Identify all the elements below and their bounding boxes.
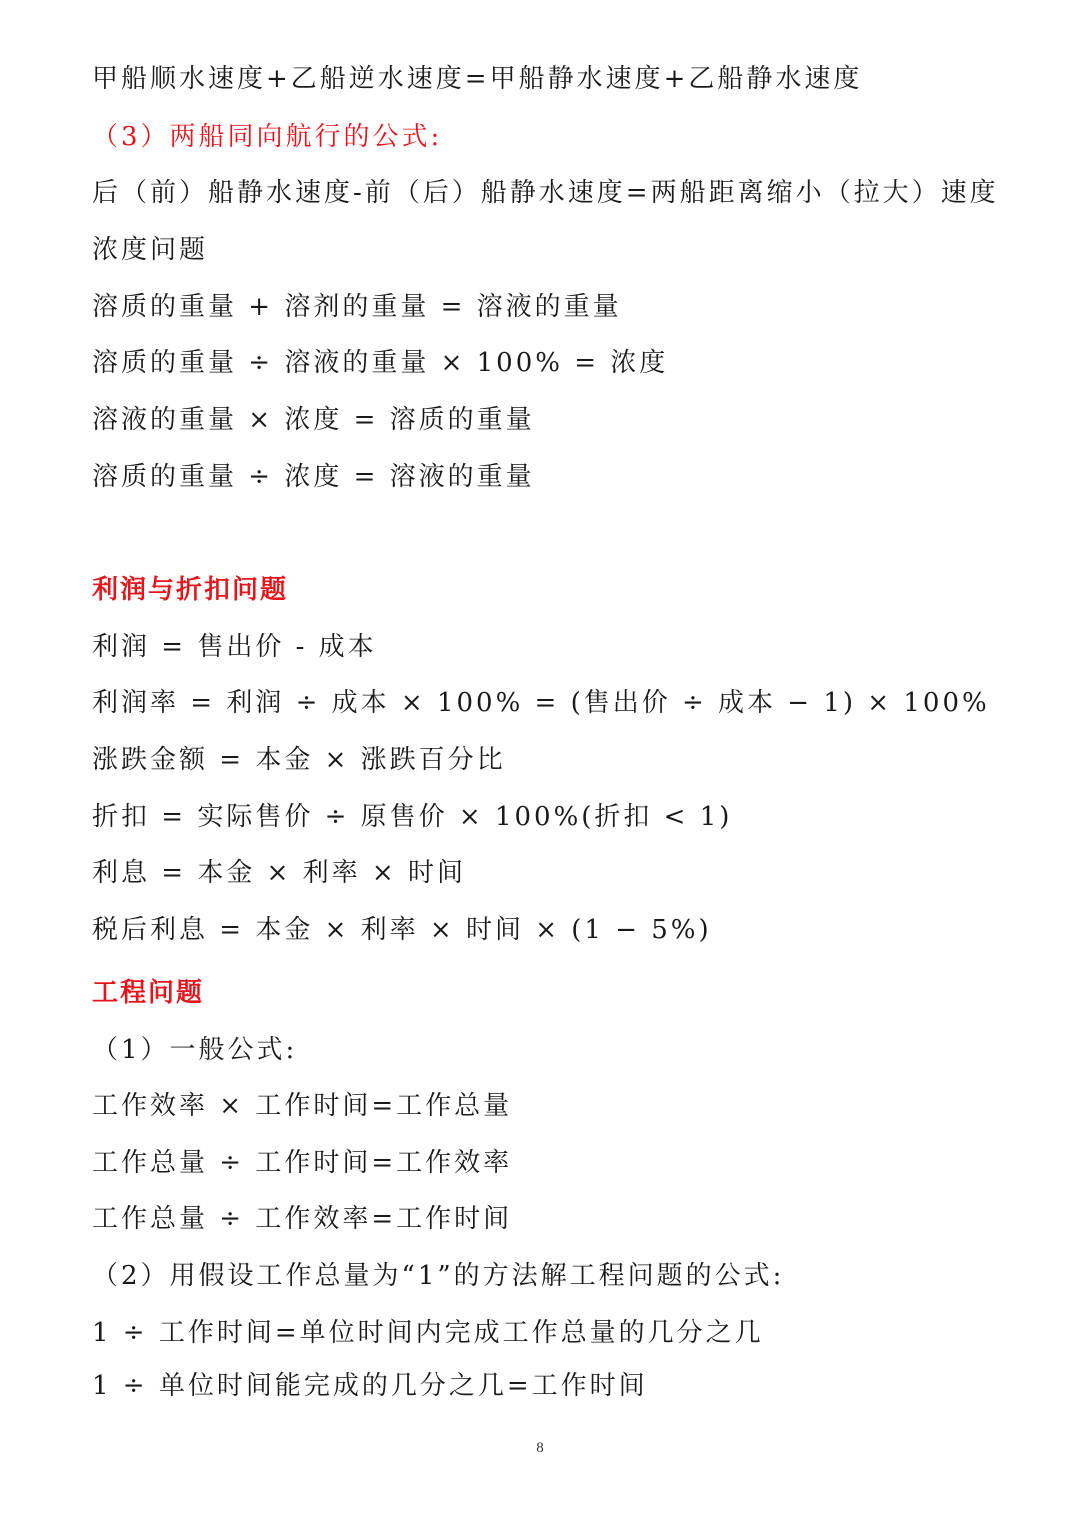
text-line-interest: 利息 = 本金 × 利率 × 时间 — [92, 858, 466, 888]
text-line-profit: 利润 = 售出价 - 成本 — [92, 632, 377, 662]
heading-engineering: 工程问题 — [92, 978, 205, 1008]
text-line-work-efficiency: 工作总量 ÷ 工作时间=工作效率 — [92, 1148, 513, 1178]
text-line-concentration-formula: 溶质的重量 ÷ 溶液的重量 × 100% = 浓度 — [92, 348, 669, 378]
subheading-same-direction: （3）两船同向航行的公式: — [92, 122, 443, 152]
text-line-solute-weight: 溶液的重量 × 浓度 = 溶质的重量 — [92, 405, 535, 435]
text-line-work-total: 工作效率 × 工作时间=工作总量 — [92, 1091, 513, 1121]
text-line-profit-rate: 利润率 = 利润 ÷ 成本 × 100% = (售出价 ÷ 成本 − 1) × 100% — [92, 688, 990, 718]
text-line-solution-weight: 溶质的重量 + 溶剂的重量 = 溶液的重量 — [92, 292, 622, 322]
text-line-boat-speed-sum: 甲船顺水速度+乙船逆水速度=甲船静水速度+乙船静水速度 — [92, 64, 863, 94]
page-number: 8 — [536, 1440, 544, 1456]
text-line-concentration-title: 浓度问题 — [92, 235, 209, 265]
heading-profit-discount: 利润与折扣问题 — [92, 575, 289, 605]
text-line-same-direction-formula: 后（前）船静水速度-前（后）船静水速度=两船距离缩小（拉大）速度 — [92, 178, 999, 208]
text-line-price-change: 涨跌金额 = 本金 × 涨跌百分比 — [92, 745, 506, 775]
text-line-after-tax-interest: 税后利息 = 本金 × 利率 × 时间 × (1 − 5%) — [92, 915, 712, 945]
text-line-assume-one-label: （2）用假设工作总量为“1”的方法解工程问题的公式: — [92, 1261, 785, 1291]
text-line-solution-from-concentration: 溶质的重量 ÷ 浓度 = 溶液的重量 — [92, 462, 535, 492]
text-line-time-from-fraction: 1 ÷ 单位时间能完成的几分之几=工作时间 — [92, 1371, 648, 1401]
text-line-general-formula-label: （1）一般公式: — [92, 1035, 298, 1065]
text-line-discount: 折扣 = 实际售价 ÷ 原售价 × 100%(折扣 < 1) — [92, 802, 733, 832]
text-line-fraction-per-unit: 1 ÷ 工作时间=单位时间内完成工作总量的几分之几 — [92, 1318, 764, 1348]
text-line-work-time: 工作总量 ÷ 工作效率=工作时间 — [92, 1204, 513, 1234]
